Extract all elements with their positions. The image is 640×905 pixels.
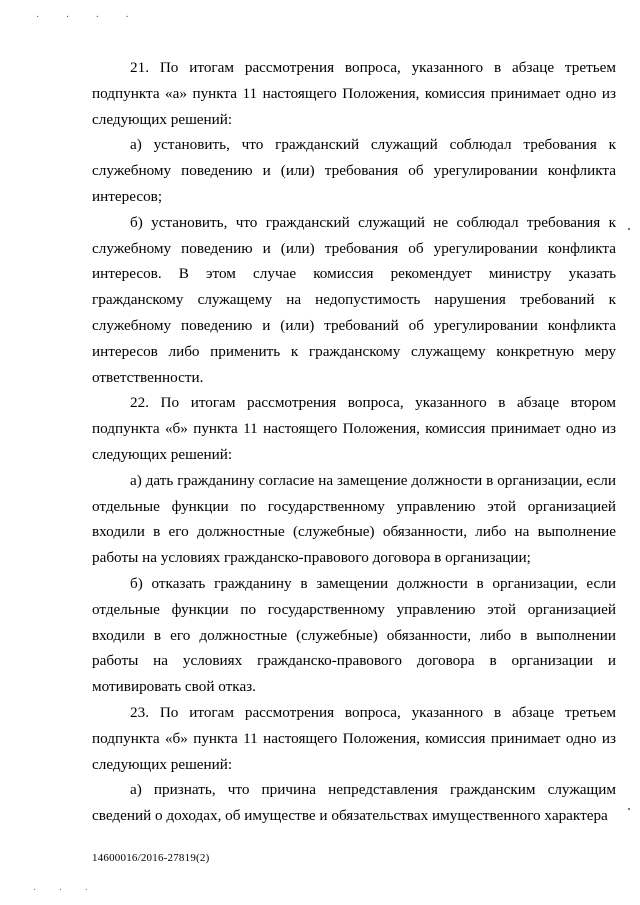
paragraph-21-b: б) установить, что гражданский служащий не соблюдал требования к служебному поведению и (или) требования об урегулировании конфликта интересов. В этом случае комиссия рекомендует министру указать гражданскому служащему на недопустимость нарушения требований к служебному поведению и (или) требований об урегулировании конфликта интересов либо применить к гражданскому служащему конкретную меру ответственности. xyxy=(92,213,616,386)
scan-artifact-top: · · · · xyxy=(36,12,141,23)
paragraph-21: 21. По итогам рассмотрения вопроса, указанного в абзаце третьем подпункта «а» пункта 11 настоящего Положения, комиссия принимает одно из следующих решений: xyxy=(92,59,616,128)
document-code: 14600016/2016-27819(2) xyxy=(92,852,210,864)
document-body xyxy=(92,55,616,829)
paragraph-22-b: б) отказать гражданину в замещении должности в организации, если отдельные функции по государственному управлению этой организацией входили в его должностные (служебные) обязанности, либо в выполнении работы на условиях гражданско-правового договора в организации и мотивировать свой отказ. xyxy=(92,574,616,696)
paragraph-22: 22. По итогам рассмотрения вопроса, указанного в абзаце втором подпункта «б» пункта 11 настоящего Положения, комиссия принимает одно из следующих решений: xyxy=(92,394,616,463)
paragraph-23: 23. По итогам рассмотрения вопроса, указанного в абзаце третьем подпункта «б» пункта 11 настоящего Положения, комиссия принимает одно из следующих решений: xyxy=(92,703,616,773)
paragraph-23-a: а) признать, что причина непредставления гражданским служащим сведений о доходах, об имуществе и обязательствах имущественного характера xyxy=(92,781,616,825)
scan-edge-mark xyxy=(628,228,630,230)
paragraph-21-a: а) установить, что гражданский служащий соблюдал требования к служебному поведению и (или) требования об урегулировании конфликта интересов; xyxy=(92,136,616,205)
paragraph-22-a: а) дать гражданину согласие на замещение должности в организации, если отдельные функции по государственному управлению этой организацией входили в его должностные (служебные) обязанности, либо на выполнение работы на условиях гражданско-правового договора в организации; xyxy=(92,471,616,567)
scan-edge-mark xyxy=(628,808,630,810)
scan-artifact-bottom: · · · xyxy=(33,885,98,896)
